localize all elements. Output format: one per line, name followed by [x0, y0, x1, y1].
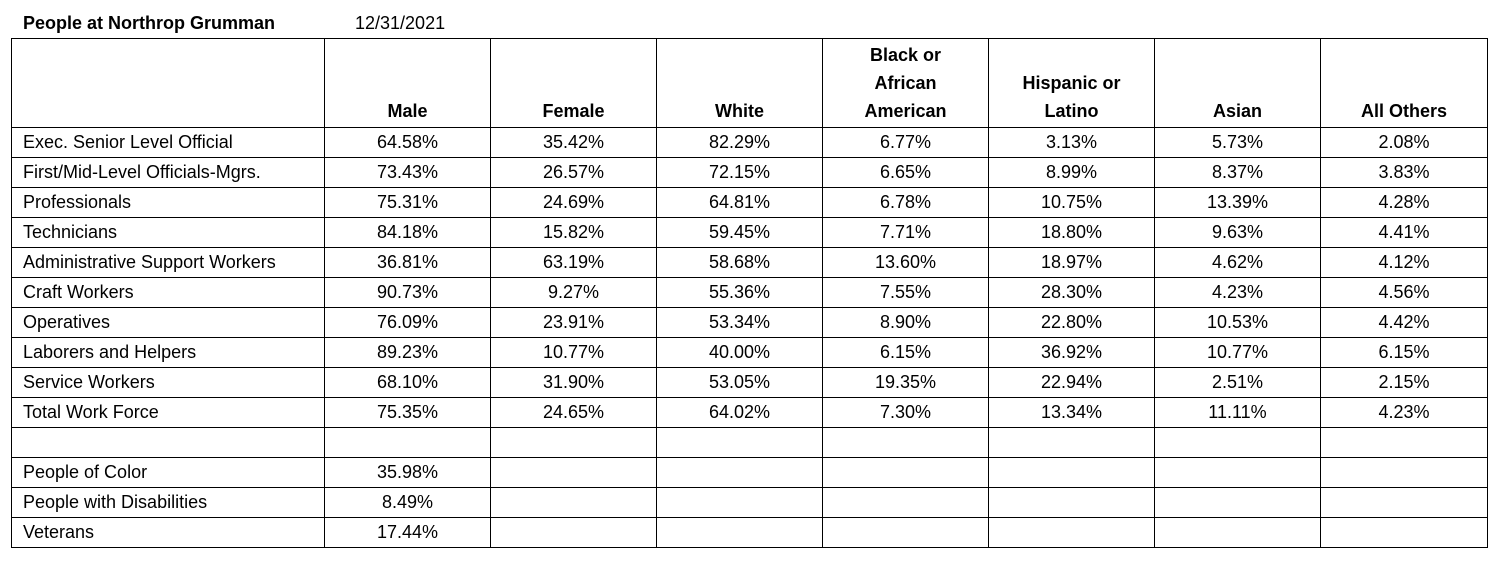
- value-cell: 6.65%: [823, 158, 989, 188]
- value-cell: 7.55%: [823, 278, 989, 308]
- value-cell: 8.49%: [325, 488, 491, 518]
- row-label: People of Color: [12, 458, 325, 488]
- row-label: Service Workers: [12, 368, 325, 398]
- table-row: [12, 188, 1488, 218]
- column-header-line: Male: [387, 101, 428, 121]
- value-cell: 3.13%: [989, 128, 1155, 158]
- value-cell: 26.57%: [491, 158, 657, 188]
- table-row: [12, 368, 1488, 398]
- value-cell: [325, 428, 491, 458]
- value-cell: 89.23%: [325, 338, 491, 368]
- table-row: [12, 338, 1488, 368]
- value-cell: [1155, 458, 1321, 488]
- value-cell: [1155, 488, 1321, 518]
- value-cell: 35.42%: [491, 128, 657, 158]
- sheet-title: People at Northrop Grumman: [23, 13, 276, 33]
- value-cell: 40.00%: [657, 338, 823, 368]
- row-label: Total Work Force: [12, 398, 325, 428]
- value-cell: 4.42%: [1321, 308, 1488, 338]
- value-cell: 17.44%: [325, 518, 491, 548]
- row-label: Craft Workers: [12, 278, 325, 308]
- value-cell: 28.30%: [989, 278, 1155, 308]
- column-header: [989, 39, 1155, 128]
- value-cell: [1321, 458, 1488, 488]
- value-cell: 63.19%: [491, 248, 657, 278]
- value-cell: 6.78%: [823, 188, 989, 218]
- value-cell: [1321, 428, 1488, 458]
- value-cell: 36.92%: [989, 338, 1155, 368]
- row-label: Technicians: [12, 218, 325, 248]
- table-row: [12, 518, 1488, 548]
- value-cell: 64.81%: [657, 188, 823, 218]
- column-header-line: All Others: [1360, 101, 1448, 121]
- value-cell: 24.65%: [491, 398, 657, 428]
- value-cell: [1321, 518, 1488, 548]
- value-cell: 8.99%: [989, 158, 1155, 188]
- value-cell: [657, 428, 823, 458]
- column-header: [823, 39, 989, 128]
- value-cell: 75.31%: [325, 188, 491, 218]
- value-cell: 55.36%: [657, 278, 823, 308]
- workforce-demographics-table: [11, 38, 1488, 548]
- table-row: [12, 278, 1488, 308]
- column-header-line: White: [715, 101, 764, 121]
- value-cell: 6.15%: [823, 338, 989, 368]
- value-cell: 4.28%: [1321, 188, 1488, 218]
- value-cell: 15.82%: [491, 218, 657, 248]
- value-cell: [989, 488, 1155, 518]
- column-header: [325, 39, 491, 128]
- value-cell: 36.81%: [325, 248, 491, 278]
- column-header-line: Asian: [1212, 101, 1263, 121]
- value-cell: 53.34%: [657, 308, 823, 338]
- row-label: Exec. Senior Level Official: [12, 128, 325, 158]
- value-cell: 4.23%: [1155, 278, 1321, 308]
- value-cell: 4.56%: [1321, 278, 1488, 308]
- value-cell: 3.83%: [1321, 158, 1488, 188]
- value-cell: [989, 518, 1155, 548]
- value-cell: [823, 458, 989, 488]
- value-cell: 6.77%: [823, 128, 989, 158]
- column-header-line: Hispanic or: [1022, 73, 1121, 93]
- value-cell: 2.51%: [1155, 368, 1321, 398]
- value-cell: 64.02%: [657, 398, 823, 428]
- value-cell: 2.08%: [1321, 128, 1488, 158]
- value-cell: 4.62%: [1155, 248, 1321, 278]
- report-date: 12/31/2021: [355, 13, 446, 33]
- value-cell: 10.77%: [1155, 338, 1321, 368]
- value-cell: 7.71%: [823, 218, 989, 248]
- value-cell: 76.09%: [325, 308, 491, 338]
- value-cell: [823, 518, 989, 548]
- value-cell: [657, 488, 823, 518]
- value-cell: [657, 518, 823, 548]
- header-stub-cell: [12, 39, 325, 128]
- value-cell: 4.23%: [1321, 398, 1488, 428]
- value-cell: 2.15%: [1321, 368, 1488, 398]
- table-row: [12, 458, 1488, 488]
- table-row: [12, 398, 1488, 428]
- value-cell: 8.90%: [823, 308, 989, 338]
- column-header-line: Female: [542, 101, 605, 121]
- value-cell: 58.68%: [657, 248, 823, 278]
- value-cell: 13.39%: [1155, 188, 1321, 218]
- value-cell: 53.05%: [657, 368, 823, 398]
- column-header: [1155, 39, 1321, 128]
- value-cell: [823, 488, 989, 518]
- column-header: [1321, 39, 1488, 128]
- column-header: [657, 39, 823, 128]
- value-cell: 13.34%: [989, 398, 1155, 428]
- row-label: Administrative Support Workers: [12, 248, 325, 278]
- row-label: Operatives: [12, 308, 325, 338]
- row-label: [12, 428, 325, 458]
- value-cell: 90.73%: [325, 278, 491, 308]
- row-label: People with Disabilities: [12, 488, 325, 518]
- column-header-line: African: [874, 73, 937, 93]
- value-cell: 9.63%: [1155, 218, 1321, 248]
- table-row: [12, 158, 1488, 188]
- value-cell: [823, 428, 989, 458]
- value-cell: 6.15%: [1321, 338, 1488, 368]
- value-cell: 13.60%: [823, 248, 989, 278]
- value-cell: 75.35%: [325, 398, 491, 428]
- value-cell: [989, 458, 1155, 488]
- value-cell: 7.30%: [823, 398, 989, 428]
- value-cell: 18.80%: [989, 218, 1155, 248]
- value-cell: [491, 428, 657, 458]
- value-cell: [1321, 488, 1488, 518]
- value-cell: [989, 428, 1155, 458]
- value-cell: 4.12%: [1321, 248, 1488, 278]
- table-row: [12, 308, 1488, 338]
- value-cell: 35.98%: [325, 458, 491, 488]
- value-cell: 18.97%: [989, 248, 1155, 278]
- table-row: [12, 488, 1488, 518]
- value-cell: [657, 458, 823, 488]
- value-cell: [491, 458, 657, 488]
- table-row: [12, 248, 1488, 278]
- value-cell: 10.75%: [989, 188, 1155, 218]
- value-cell: 22.80%: [989, 308, 1155, 338]
- value-cell: 11.11%: [1155, 398, 1321, 428]
- table-row: [12, 218, 1488, 248]
- value-cell: 59.45%: [657, 218, 823, 248]
- row-label: Laborers and Helpers: [12, 338, 325, 368]
- value-cell: 22.94%: [989, 368, 1155, 398]
- value-cell: 68.10%: [325, 368, 491, 398]
- value-cell: 82.29%: [657, 128, 823, 158]
- header-row: [12, 39, 1488, 128]
- value-cell: 24.69%: [491, 188, 657, 218]
- value-cell: [491, 518, 657, 548]
- value-cell: [491, 488, 657, 518]
- row-label: Veterans: [12, 518, 325, 548]
- value-cell: 84.18%: [325, 218, 491, 248]
- value-cell: 72.15%: [657, 158, 823, 188]
- value-cell: [1155, 428, 1321, 458]
- value-cell: 4.41%: [1321, 218, 1488, 248]
- value-cell: 10.77%: [491, 338, 657, 368]
- table-row: [12, 128, 1488, 158]
- value-cell: 31.90%: [491, 368, 657, 398]
- table-row: [12, 428, 1488, 458]
- row-label: Professionals: [12, 188, 325, 218]
- value-cell: 9.27%: [491, 278, 657, 308]
- value-cell: 73.43%: [325, 158, 491, 188]
- column-header-line: Latino: [1044, 101, 1099, 121]
- column-header: [491, 39, 657, 128]
- value-cell: [1155, 518, 1321, 548]
- value-cell: 23.91%: [491, 308, 657, 338]
- value-cell: 5.73%: [1155, 128, 1321, 158]
- value-cell: 10.53%: [1155, 308, 1321, 338]
- value-cell: 19.35%: [823, 368, 989, 398]
- column-header-line: American: [864, 101, 947, 121]
- value-cell: 64.58%: [325, 128, 491, 158]
- value-cell: 8.37%: [1155, 158, 1321, 188]
- column-header-line: Black or: [869, 45, 942, 65]
- row-label: First/Mid-Level Officials-Mgrs.: [12, 158, 325, 188]
